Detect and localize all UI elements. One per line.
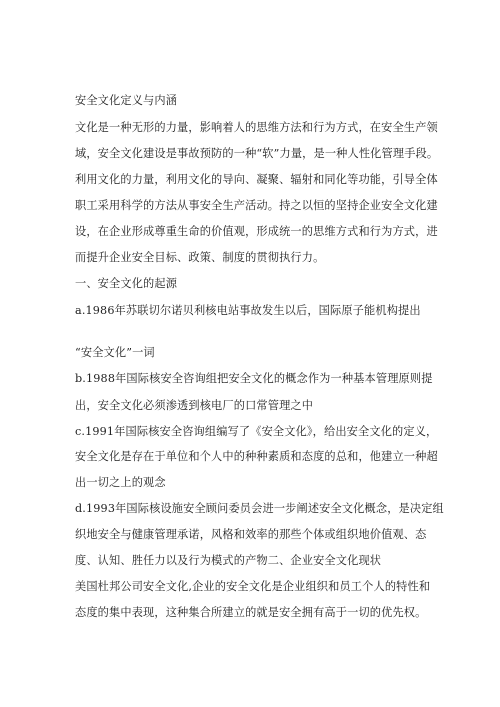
list-item-line: d.1993年国际核设施安全顾问委员会进一步阐述安全文化概念，是决定组 — [75, 502, 444, 515]
paragraph-line: 文化是一种无形的力量，影响着人的思维方法和行为方式，在安全生产领 — [75, 121, 438, 134]
list-item-line: c.1991年国际核安全咨询组编写了《安全文化》，给出安全文化的定义， — [75, 425, 438, 438]
section-title: 安全文化定义与内涵 — [75, 94, 178, 107]
list-item-line: “安全文化”一词 — [75, 346, 155, 359]
paragraph-line: 设，在企业形成尊重生命的价值观，形成统一的思维方式和行为方式，进 — [75, 225, 438, 238]
paragraph-line: 利用文化的力量，利用文化的导向、凝聚、辐射和同化等功能，引导全体 — [75, 173, 438, 186]
list-item-line: 出，安全文化必须渗透到核电厂的口常管理之中 — [75, 399, 314, 412]
paragraph-line: 美国杜邦公司安全文化,企业的安全文化是企业组织和员工个人的特性和 — [75, 580, 431, 593]
list-item-line: a.1986年苏联切尔诺贝利核电站事故发生以后，国际原子能机构提出 — [75, 304, 421, 317]
list-item-line: 出一切之上的观念 — [75, 476, 166, 489]
list-item-line: 安全文化是存在于单位和个人中的种种素质和态度的总和，他建立一种超 — [75, 450, 438, 463]
list-item-line: 织地安全与健康管理承诺，风格和效率的那些个体或组织地价值观、态 — [75, 528, 427, 541]
paragraph-line: 态度的集中表现，这种集合所建立的就是安全拥有高于一切的优先权。 — [75, 606, 427, 619]
list-item-line: b.1988年国际核安全咨询组把安全文化的概念作为一种基本管理原则提 — [75, 372, 433, 385]
paragraph-line: 职工采用科学的方法从事安全生产活动。持之以恒的坚持企业安全文化建 — [75, 199, 438, 212]
list-item-line: 度、认知、胜任力以及行为模式的产物二、企业安全文化现状 — [75, 554, 382, 567]
paragraph-line: 域，安全文化建设是事故预防的一种“软”力量，是一种人性化管理手段。 — [75, 147, 439, 160]
section-heading: 一、安全文化的起源 — [75, 277, 178, 290]
paragraph-line: 而提升企业安全目标、政策、制度的贯彻执行力。 — [75, 251, 325, 264]
